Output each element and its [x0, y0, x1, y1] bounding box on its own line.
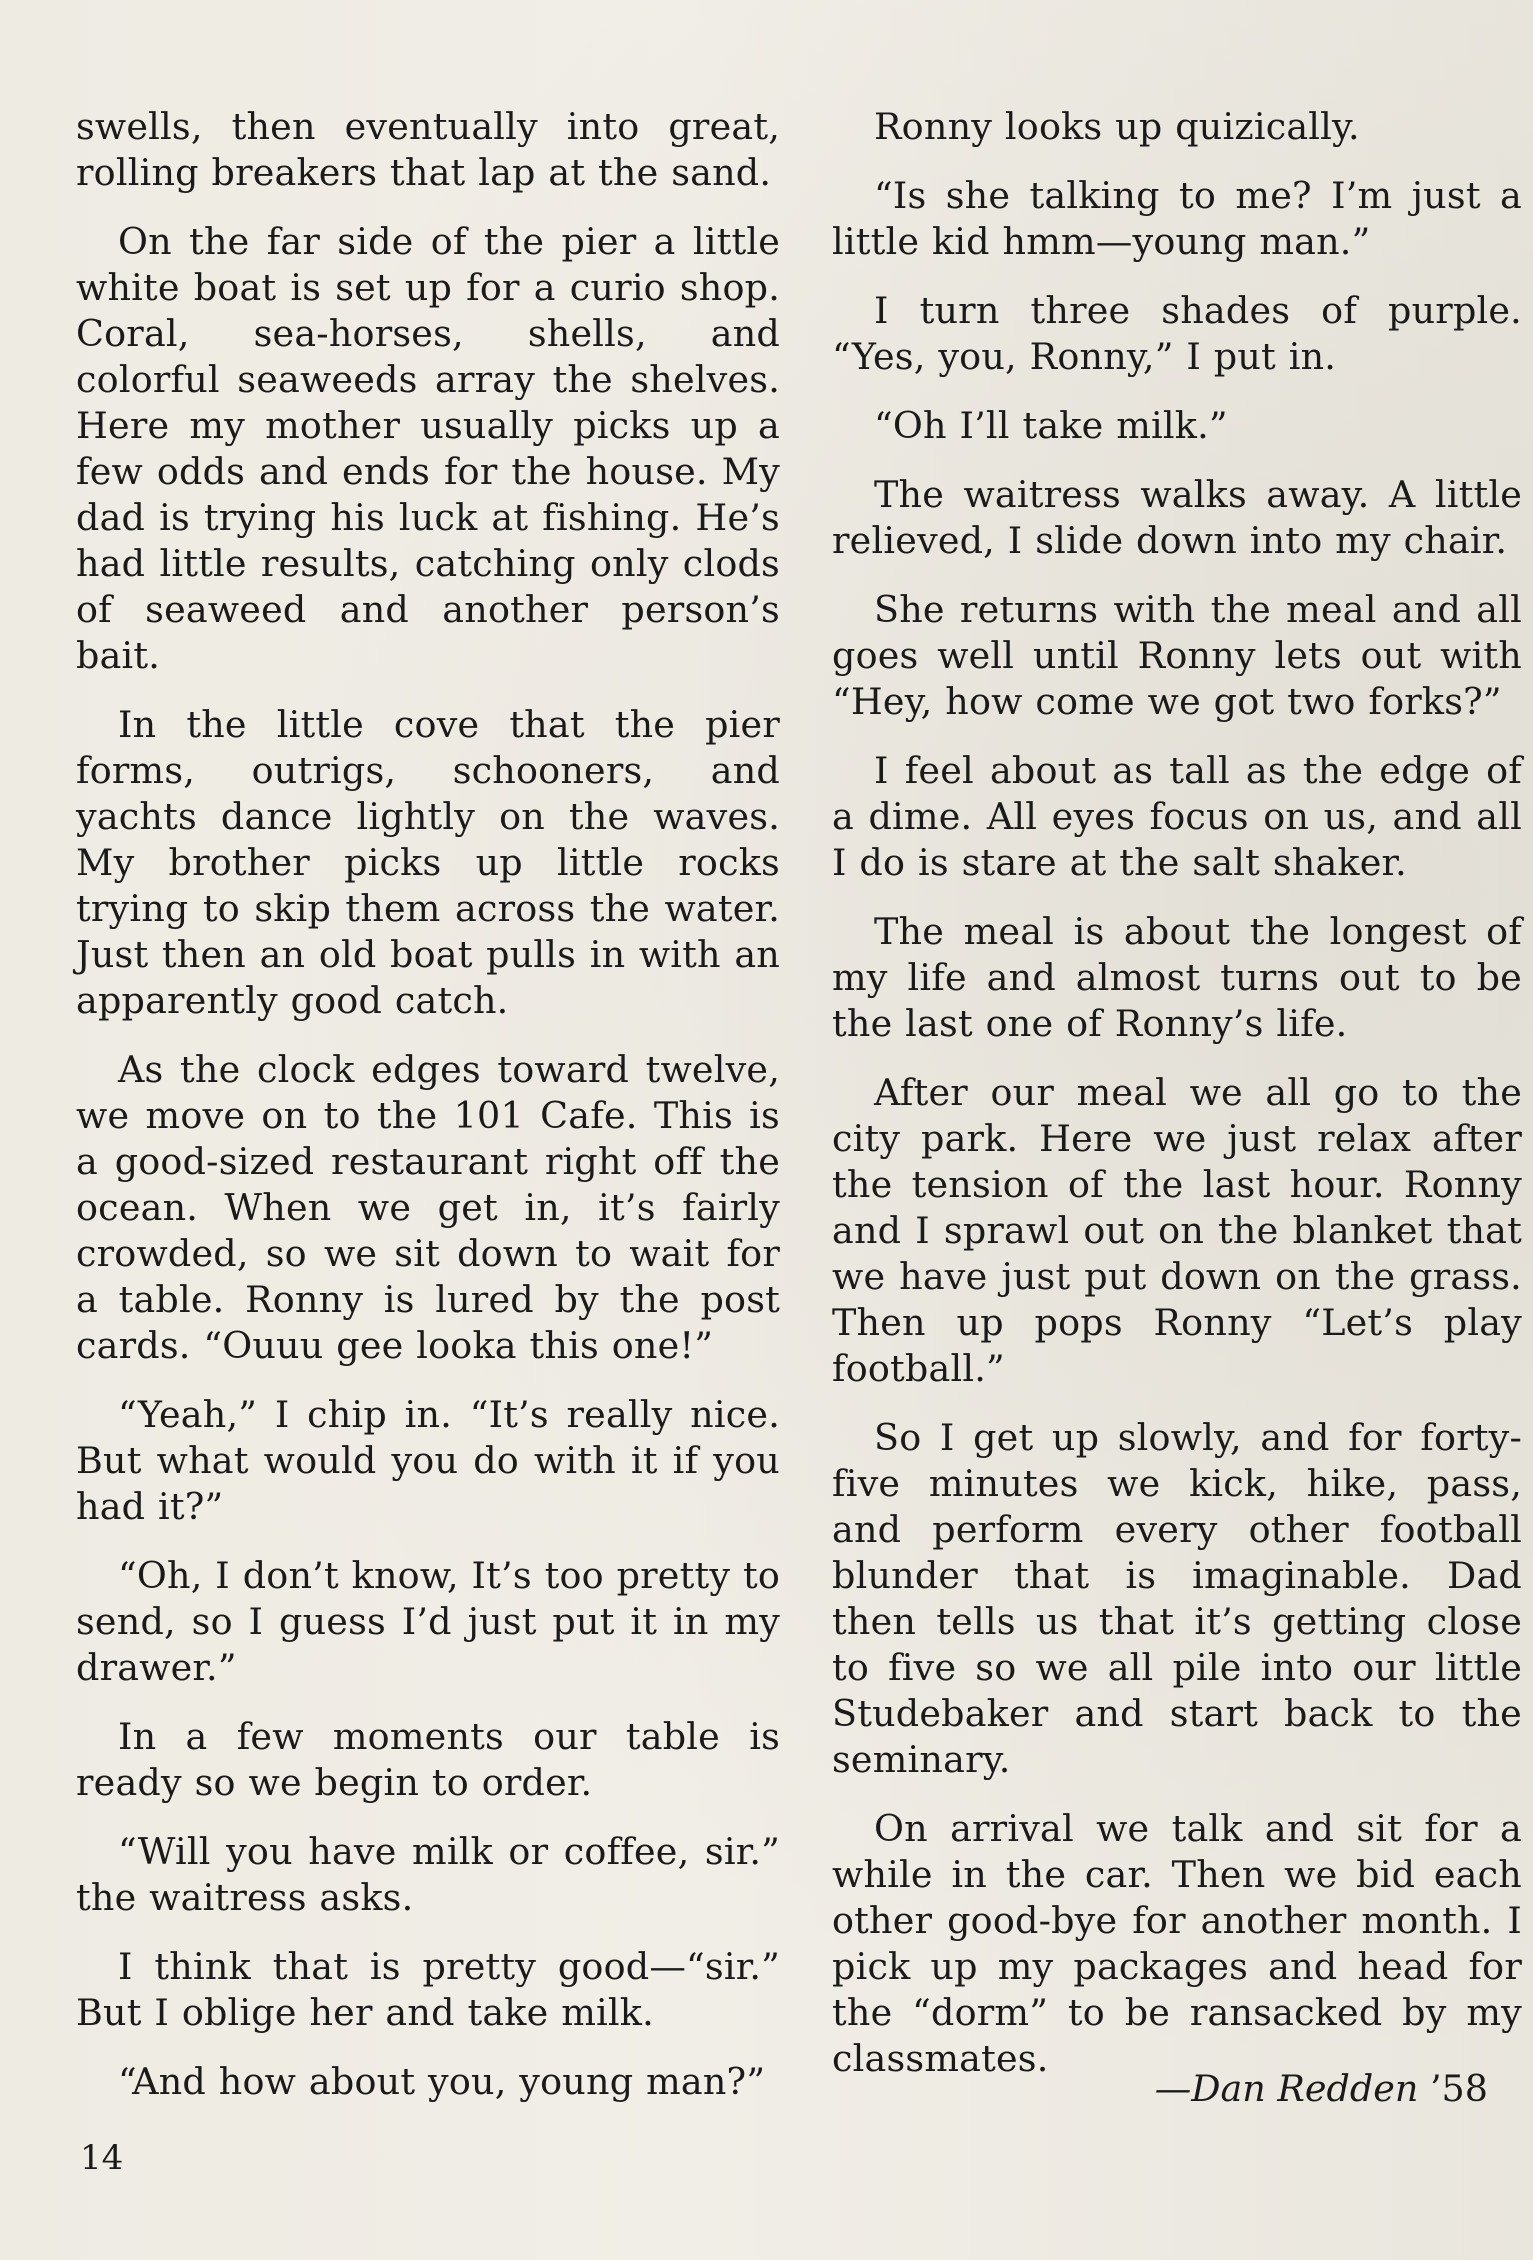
paragraph: “Oh I’ll take milk.”	[874, 404, 1228, 447]
paragraph: swells, then eventually into great, rolling breakers that lap at the sand.	[76, 105, 780, 194]
page-number: 14	[80, 2138, 124, 2178]
author-name: —Dan Redden	[1154, 2067, 1419, 2110]
paragraph: In a few moments our table is ready so we begin to order.	[76, 1715, 780, 1804]
paragraph: “And how about you, young man?”	[118, 2060, 766, 2103]
paragraph: The meal is about the longest of my life and almost turns out to be the last one of Ronny’s life.	[832, 910, 1522, 1045]
paragraph: “Yeah,” I chip in. “It’s really nice. But what would you do with it if you had it?”	[76, 1393, 780, 1528]
paragraph: On the far side of the pier a little white boat is set up for a curio shop. Coral, sea-horses, shells, and colorful seaweeds array the shelves. Here my mother usually picks up a few odds and ends for the house. My dad is trying his luck at fishing. He’s had little results, catching only clods of seaweed and another person’s bait.	[76, 220, 780, 677]
paragraph: The waitress walks away. A little relieved, I slide down into my chair.	[832, 473, 1522, 562]
paragraph: “Will you have milk or coffee, sir.” the waitress asks.	[76, 1830, 780, 1919]
author-byline	[832, 2066, 1488, 2112]
paragraph: Ronny looks up quizically.	[874, 105, 1360, 148]
class-year: ’58	[1429, 2067, 1488, 2110]
paragraph: I turn three shades of purple. “Yes, you, Ronny,” I put in.	[832, 289, 1522, 378]
paragraph: After our meal we all go to the city park. Here we just relax after the tension of the last hour. Ronny and I sprawl out on the blanket that we have just put down on the grass. Then up pops Ronny “Let’s play football.”	[832, 1071, 1522, 1390]
paragraph: “Is she talking to me? I’m just a little kid hmm—young man.”	[832, 174, 1522, 263]
paragraph: “Oh, I don’t know, It’s too pretty to send, so I guess I’d just put it in my drawer.”	[76, 1554, 781, 1689]
paragraph: As the clock edges toward twelve, we move on to the 101 Cafe. This is a good-sized restaurant right off the ocean. When we get in, it’s fairly crowded, so we sit down to wait for a table. Ronny is lured by the post cards. “Ouuu gee looka this one!”	[76, 1048, 780, 1367]
paragraph: I think that is pretty good—“sir.” But I oblige her and take milk.	[76, 1945, 780, 2034]
right-column	[832, 104, 1522, 2105]
paragraph: On arrival we talk and sit for a while in the car. Then we bid each other good-bye for another month. I pick up my packages and head for the “dorm” to be ransacked by my classmates.	[832, 1807, 1522, 2080]
paragraph: I feel about as tall as the edge of a dime. All eyes focus on us, and all I do is stare at the salt shaker.	[832, 749, 1522, 884]
paragraph: So I get up slowly, and for forty-five minutes we kick, hike, pass, and perform every other football blunder that is imaginable. Dad then tells us that it’s getting close to five so we all pile into our little Studebaker and start back to the seminary.	[832, 1416, 1522, 1781]
left-column	[76, 104, 780, 2128]
paragraph: In the little cove that the pier forms, outrigs, schooners, and yachts dance lightly on the waves. My brother picks up little rocks trying to skip them across the water. Just then an old boat pulls in with an apparently good catch.	[76, 703, 780, 1022]
paragraph: She returns with the meal and all goes well until Ronny lets out with “Hey, how come we got two forks?”	[832, 588, 1522, 723]
